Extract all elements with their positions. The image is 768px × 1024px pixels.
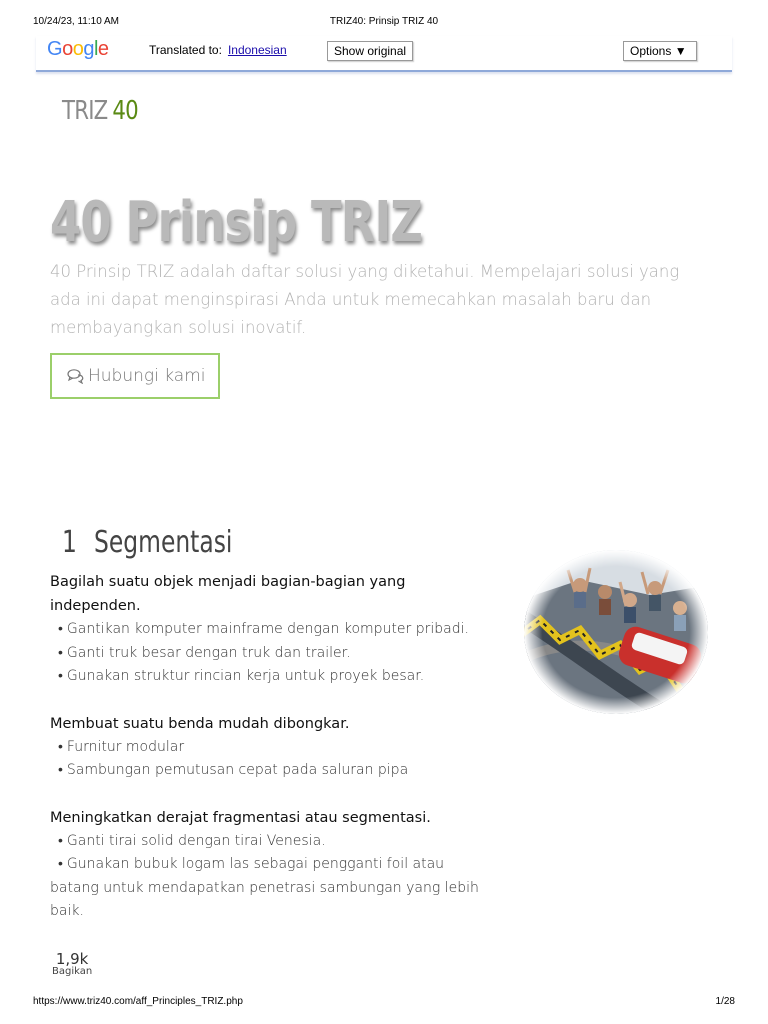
group-lead: Bagilah suatu objek menjadi bagian-bagian yang independen. [50,574,406,614]
google-logo-letter: e [97,38,109,60]
bullet-text: Ganti tirai solid dengan tirai Venesia. [66,832,326,849]
translated-to [149,43,287,57]
bullet-item [50,665,480,689]
translated-label: Translated to: [149,43,222,57]
bullet-text: Sambungan pemutusan cepat pada saluran pipa [66,762,409,778]
share-count: 1,9k [55,950,89,968]
show-original-button[interactable]: Show original [327,41,413,61]
bullet-dot: • [58,762,63,778]
bullet-item [50,759,480,783]
language-link[interactable]: Indonesian [227,43,287,57]
bullet-dot: • [58,644,63,661]
contact-label: Hubungi kami [88,366,206,386]
content-group [50,570,480,689]
google-logo-letter: G [47,38,63,60]
options-button[interactable]: Options ▼ [623,41,697,61]
bullet-item [50,736,480,760]
bullet-item [50,618,480,642]
page-number: 1/28 [715,996,735,1007]
google-logo-letter: o [72,38,84,60]
section-content [50,570,480,947]
google-logo-letter: o [62,38,73,60]
google-logo [47,38,109,61]
site-logo[interactable] [62,96,138,126]
chat-bubbles-icon [66,368,86,384]
content-group [50,806,480,924]
logo-text-40: 40 [112,96,138,126]
bullet-text: Gantikan komputer mainframe dengan komputer pribadi. [66,621,469,637]
bullet-text: Furnitur modular [66,738,185,755]
content-group [50,712,480,783]
bullet-item [50,642,480,666]
logo-text-triz: TRIZ [62,96,108,126]
bullet-dot: • [58,621,63,637]
share-label: Bagikan [52,966,93,977]
section-title: Segmentasi [94,525,233,560]
page-title: 40 Prinsip TRIZ [50,190,423,255]
section-heading [62,525,232,560]
group-lead: Membuat suatu benda mudah dibongkar. [50,715,350,732]
roller-coaster-photo [520,540,710,716]
google-logo-letter: g [83,38,94,60]
bullet-dot: • [58,856,63,872]
bullet-dot: • [58,668,63,684]
google-logo-letter: l [93,38,98,60]
bullet-text: Ganti truk besar dengan truk dan trailer. [66,644,351,661]
share-widget[interactable] [52,950,92,977]
print-date: 10/24/23, 11:10 AM [33,16,119,27]
print-url: https://www.triz40.com/aff_Principles_TRIZ.php [33,996,243,1007]
bullet-text: Gunakan bubuk logam las sebagai pengganti foil atau batang untuk mendapatkan penetrasi sambungan yang lebih baik. [50,856,479,919]
bullet-item [50,830,480,854]
google-translate-bar [36,36,732,72]
hero-description: 40 Prinsip TRIZ adalah daftar solusi yang diketahui. Mempelajari solusi yang ada ini dapat menginspirasi Anda untuk memecahkan masalah baru dan membayangkan solusi inovatif. [50,262,680,337]
print-title: TRIZ40: Prinsip TRIZ 40 [329,16,439,27]
section-number: 1 [62,525,77,560]
bullet-item [50,853,480,924]
bullet-text: Gunakan struktur rincian kerja untuk proyek besar. [66,668,425,684]
contact-button[interactable] [50,353,220,399]
bullet-dot: • [58,832,63,849]
bullet-dot: • [58,738,63,755]
group-lead: Meningkatkan derajat fragmentasi atau segmentasi. [50,809,431,826]
